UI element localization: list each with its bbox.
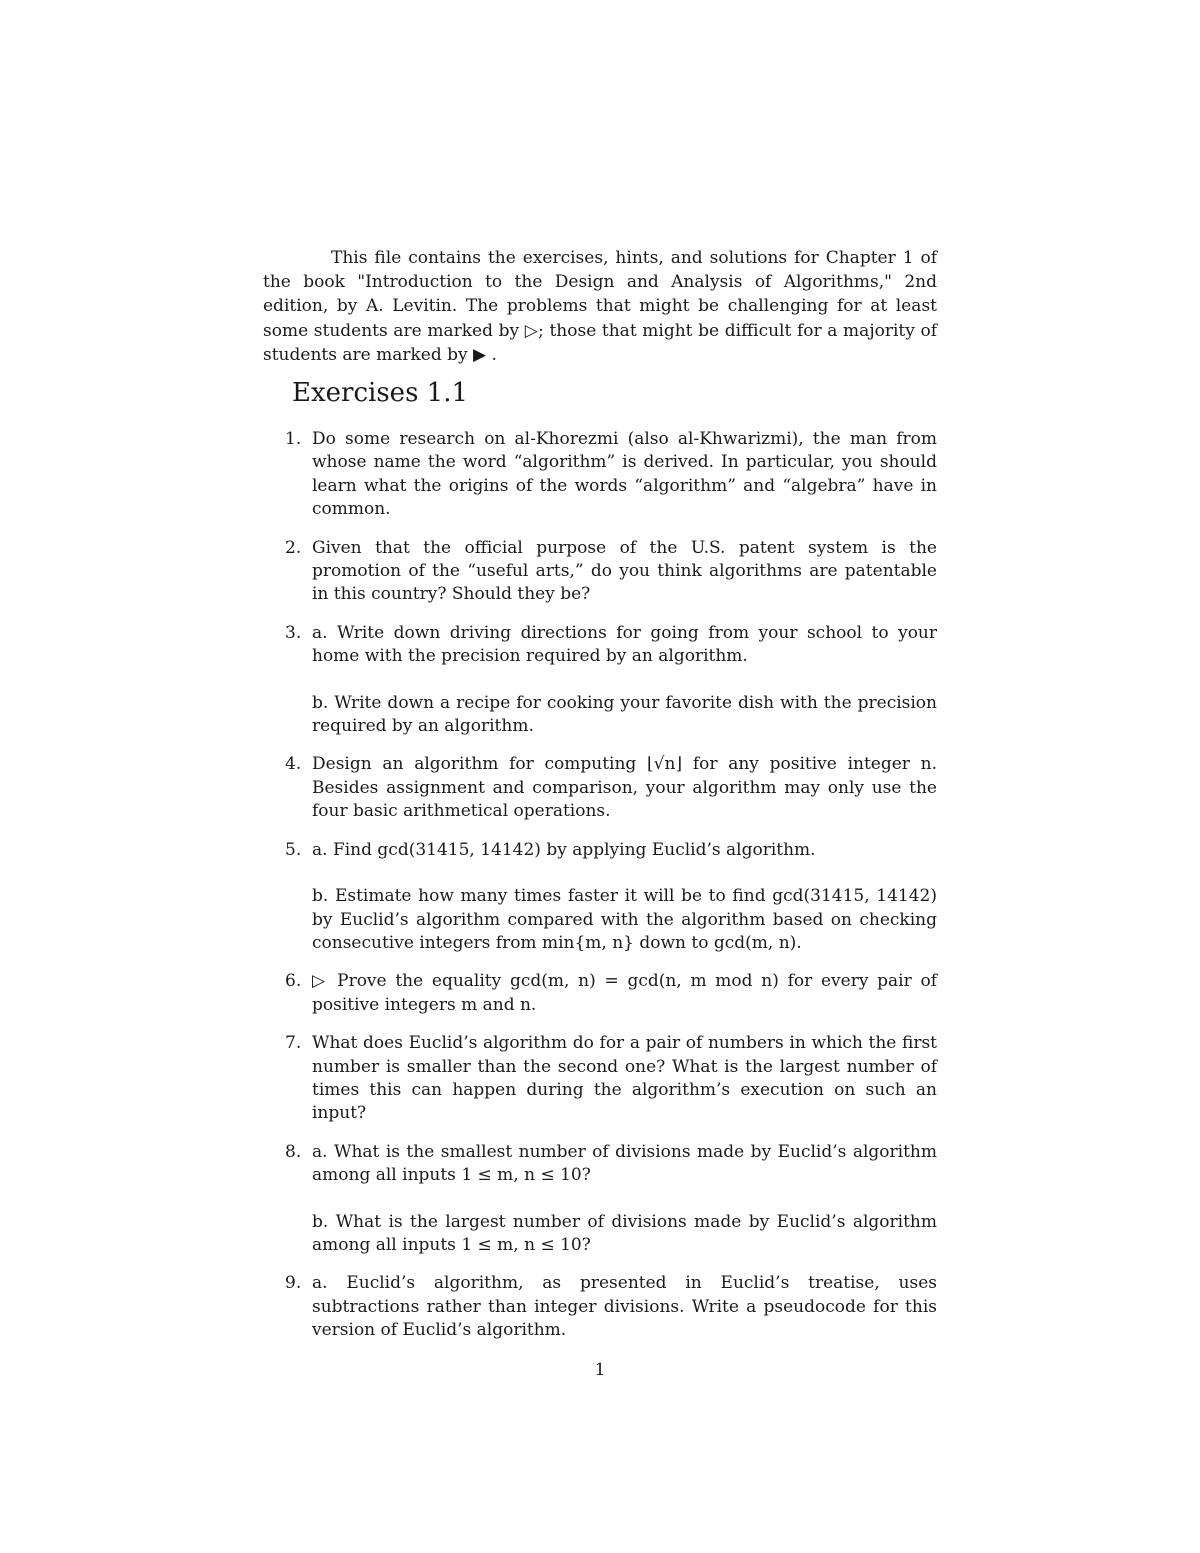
exercise-part-b: b. Write down a recipe for cooking your favorite dish with the precision required by an algorithm. <box>312 692 937 737</box>
exercise-number: 1. <box>285 429 302 449</box>
exercise-item <box>285 537 937 607</box>
exercise-number: 4. <box>285 754 302 775</box>
exercise-part-b: b. Estimate how many times faster it will be to find gcd(31415, 14142) by Euclid’s algorithm compared with the algorithm based on checking consecutive integers from min{m, n} down to gcd(m, n). <box>312 886 937 953</box>
exercise-number: 5. <box>285 839 302 860</box>
exercise-text: Design an algorithm for computing ⌊√n⌋ for any positive integer n. Besides assignment and comparison, your algorithm may only use the four basic arithmetical operations. <box>312 754 937 822</box>
exercise-part-b: b. What is the largest number of divisions made by Euclid’s algorithm among all inputs 1 ≤ m, n ≤ 10? <box>312 1211 937 1255</box>
exercise-text: What does Euclid’s algorithm do for a pair of numbers in which the first number is smaller than the second one? What is the largest number of times this can happen during the algorithm’s execution on such an input? <box>312 1033 937 1124</box>
exercise-number: 3. <box>285 622 302 643</box>
exercise-item <box>285 428 937 522</box>
exercise-item <box>285 753 937 823</box>
exercise-number: 6. <box>285 971 302 992</box>
intro-paragraph: This file contains the exercises, hints, and solutions for Chapter 1 of the book "Introduction to the Design and Analysis of Algorithms," 2nd edition, by A. Levitin. The problems that might be challenging for at least some students are marked by ▷; those that might be difficult for a majority of students are marked by ▶ . <box>263 248 937 365</box>
exercise-item <box>285 1141 937 1258</box>
exercise-part-a: a. Euclid’s algorithm, as presented in Euclid’s treatise, uses subtractions rather than integer divisions. Write a pseudocode for this version of Euclid’s algorithm. <box>312 1273 937 1341</box>
exercise-number: 9. <box>285 1273 302 1294</box>
exercise-text: ▷ Prove the equality gcd(m, n) = gcd(n, m mod n) for every pair of positive integers m and n. <box>312 971 937 1015</box>
exercise-item <box>285 622 937 739</box>
exercise-number: 2. <box>285 537 302 558</box>
exercise-number: 8. <box>285 1141 302 1162</box>
exercise-list <box>285 428 937 1358</box>
page-number: 1 <box>594 1360 606 1380</box>
exercise-item <box>285 970 937 1017</box>
exercise-item <box>285 1272 937 1342</box>
exercise-item <box>285 839 937 956</box>
exercise-number: 7. <box>285 1033 302 1054</box>
section-title: Exercises 1.1 <box>292 378 469 408</box>
exercise-part-a: a. Write down driving directions for going from your school to your home with the precision required by an algorithm. <box>312 622 937 667</box>
exercise-part-a: a. Find gcd(31415, 14142) by applying Euclid’s algorithm. <box>312 839 816 860</box>
exercise-item <box>285 1032 937 1126</box>
exercise-text: Do some research on al-Khorezmi (also al-Khwarizmi), the man from whose name the word “algorithm” is derived. In particular, you should learn what the origins of the words “algorithm” and “algebra” have in common. <box>312 429 937 520</box>
exercise-text: Given that the official purpose of the U.S. patent system is the promotion of the “useful arts,” do you think algorithms are patentable in this country? Should they be? <box>312 537 937 605</box>
exercise-part-a: a. What is the smallest number of divisions made by Euclid’s algorithm among all inputs 1 ≤ m, n ≤ 10? <box>312 1141 937 1186</box>
